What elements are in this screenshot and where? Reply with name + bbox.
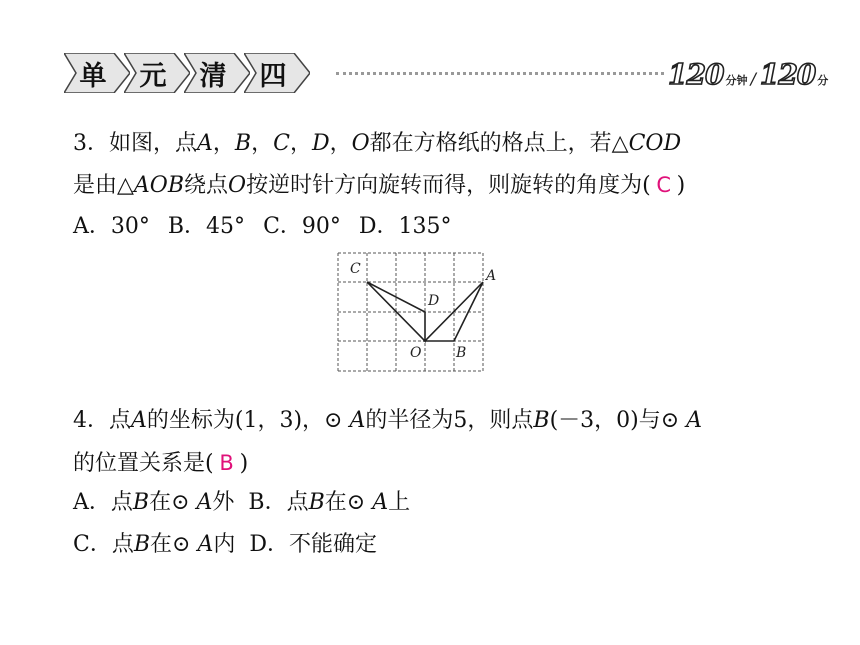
q3-option-c: C．90° (263, 214, 341, 239)
q4-answer: B (219, 451, 234, 475)
q4-opt-text: C．点 (73, 532, 134, 557)
q3-var: A (197, 131, 213, 156)
dotted-divider (336, 72, 664, 75)
q4-opt-text: 外 (212, 490, 235, 515)
q4-text: 的坐标为(1，3)，⊙ (146, 408, 343, 433)
q4-var: A (686, 408, 703, 433)
q4-var: A (196, 490, 213, 515)
q3-var: C (273, 131, 290, 156)
q4-text: 4．点 (73, 408, 131, 433)
q4-options-cd (73, 530, 377, 560)
q3-text: ， (329, 131, 352, 156)
q3-option-b: B．45° (167, 214, 246, 239)
q3-var: B (234, 131, 252, 156)
q4-option-b (248, 490, 410, 515)
chevron-tile (64, 53, 130, 93)
q3-option-a: A．30° (73, 214, 150, 239)
q4-opt-text: B．点 (248, 490, 309, 515)
unit-header (0, 0, 860, 110)
q3-var: COD (628, 131, 682, 156)
q4-var: B (308, 490, 325, 515)
score-unit: 分 (817, 74, 829, 87)
q4-opt-text: A．点 (73, 490, 133, 515)
q4-opt-text: 在⊙ (149, 490, 190, 515)
q4-var: A (349, 408, 366, 433)
q3-var: O (351, 131, 370, 156)
time-minutes: 120 (668, 58, 724, 91)
q4-line1 (73, 406, 702, 436)
q4-text: ) (239, 451, 249, 476)
q4-var: A (372, 490, 389, 515)
q3-text: ， (212, 131, 235, 156)
q4-option-a (73, 490, 234, 515)
header-char: 元 (139, 60, 167, 92)
q4-text: (－3，0)与⊙ (549, 408, 680, 433)
q4-opt-text: 在⊙ (150, 532, 191, 557)
q4-option-d: D．不能确定 (249, 532, 377, 557)
q3-line1 (73, 129, 681, 159)
q4-text: 的半径为5，则点 (365, 408, 534, 433)
q4-option-c (73, 532, 235, 557)
header-char: 单 (79, 60, 107, 92)
label-a: A (486, 268, 497, 284)
q3-text: 3．如图，点 (73, 131, 197, 156)
q3-line2 (73, 170, 685, 201)
time-slash: / (750, 69, 756, 88)
q3-text: 是由△ (73, 173, 134, 198)
score-total: 120 (759, 58, 816, 91)
q4-opt-text: 在⊙ (324, 490, 366, 515)
chevron-tile (124, 53, 190, 93)
time-badge (668, 58, 831, 92)
q4-options-ab (73, 488, 410, 518)
label-d: D (428, 293, 440, 309)
q4-opt-text: 内 (213, 532, 236, 557)
q4-opt-text: 上 (388, 490, 411, 515)
q3-text: ， (251, 131, 274, 156)
chevron-tile (184, 53, 250, 93)
time-unit-minutes: 分钟 (725, 74, 748, 87)
q4-text: 的位置关系是( (73, 451, 214, 476)
label-b: B (456, 345, 467, 361)
header-char: 四 (259, 60, 287, 92)
q4-var: B (132, 490, 150, 515)
q3-text: 按逆时针方向旋转而得，则旋转的角度为( (246, 173, 651, 198)
q3-answer: C (656, 173, 671, 197)
label-c: C (350, 261, 361, 277)
q4-line2 (73, 448, 248, 479)
q3-text: ) (676, 173, 686, 198)
q4-var: B (133, 532, 151, 557)
rotation-grid-figure (330, 250, 510, 375)
header-char: 清 (199, 60, 227, 92)
q3-text: 都在方格纸的格点上，若△ (369, 131, 629, 156)
q3-var: AOB (133, 173, 185, 198)
label-o: O (410, 345, 422, 361)
q3-var: O (228, 173, 247, 198)
q4-var: A (131, 408, 147, 433)
q3-text: 绕点 (184, 173, 229, 198)
q3-options (73, 212, 470, 242)
chevron-tile (244, 53, 310, 93)
q3-text: ， (289, 131, 312, 156)
q3-option-d: D．135° (358, 214, 452, 239)
q4-var: B (533, 408, 550, 433)
q4-var: A (197, 532, 214, 557)
q3-var: D (311, 131, 330, 156)
